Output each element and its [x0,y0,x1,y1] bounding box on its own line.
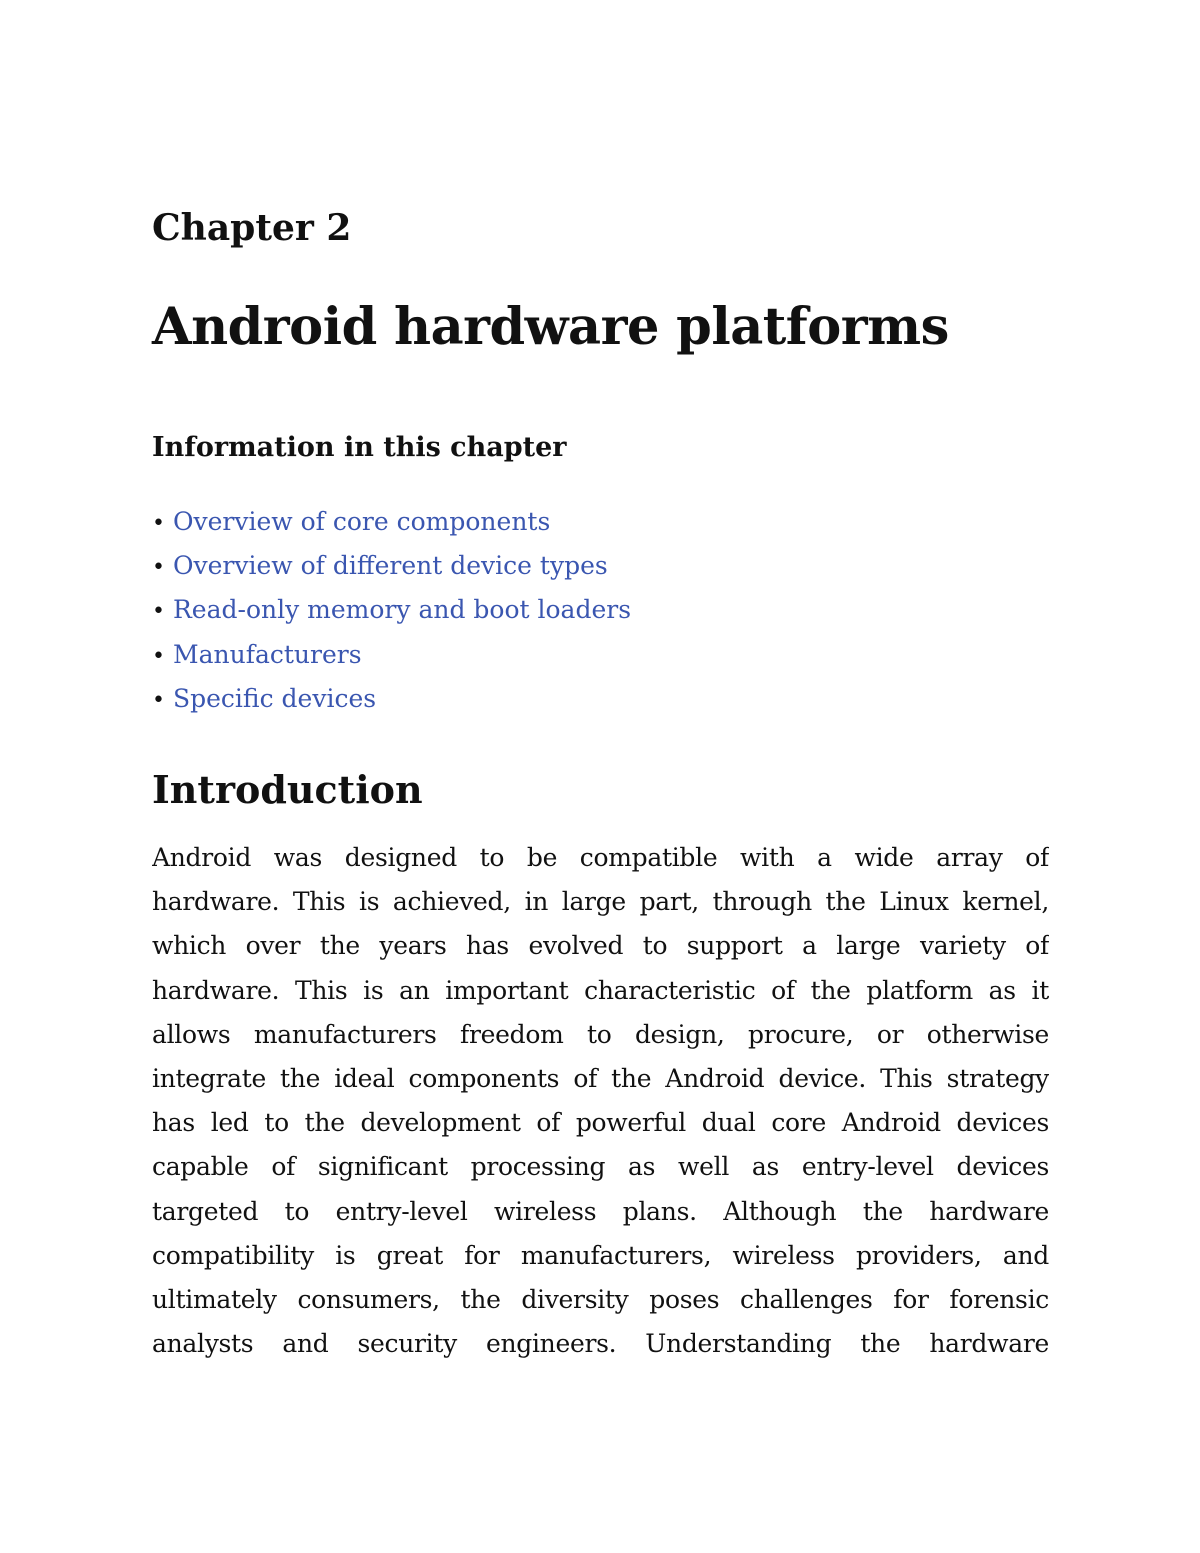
info-heading: Information in this chapter [152,432,567,463]
contents-item [152,588,631,632]
contents-link-specific-devices[interactable]: Specific devices [172,683,377,713]
bullet-icon: • [152,643,165,669]
section-heading-introduction: Introduction [152,767,423,812]
contents-item [152,544,631,588]
paragraph-line: targeted to entry-level wireless plans. Although the hardware [152,1196,1049,1226]
bullet-icon: • [152,687,165,713]
paragraph-line: hardware. This is an important characteristic of the platform as it [152,975,1049,1005]
contents-item [152,633,631,677]
paragraph-line: allows manufacturers freedom to design, procure, or otherwise [152,1019,1049,1049]
contents-item [152,677,631,721]
chapter-label: Chapter 2 [152,207,352,249]
paragraph-line: compatibility is great for manufacturers, wireless providers, and [152,1240,1049,1270]
chapter-title: Android hardware platforms [152,297,949,357]
bullet-icon: • [152,555,165,581]
contents-link-core-components[interactable]: Overview of core components [172,507,551,536]
paragraph-line: integrate the ideal components of the Android device. This strategy [152,1063,1049,1093]
paragraph-line: hardware. This is achieved, in large part, through the Linux kernel, [152,887,1049,917]
paragraph-line: ultimately consumers, the diversity poses challenges for forensic [152,1284,1049,1314]
bullet-icon: • [152,511,165,536]
paragraph-line: which over the years has evolved to support a large variety of [152,931,1049,961]
contents-item [152,500,631,544]
contents-link-rom-boot-loaders[interactable]: Read-only memory and boot loaders [172,595,632,625]
chapter-contents-list [152,500,631,721]
paragraph-line: Android was designed to be compatible with a wide array of [152,843,1049,872]
contents-link-device-types[interactable]: Overview of different device types [172,551,608,581]
paragraph-line: analysts and security engineers. Understanding the hardware [152,1329,1049,1359]
contents-link-manufacturers[interactable]: Manufacturers [172,639,362,669]
introduction-paragraph [152,836,1049,1366]
paragraph-line: has led to the development of powerful dual core Android devices [152,1108,1049,1138]
bullet-icon: • [152,599,165,625]
paragraph-line: capable of significant processing as well as entry-level devices [152,1152,1049,1182]
